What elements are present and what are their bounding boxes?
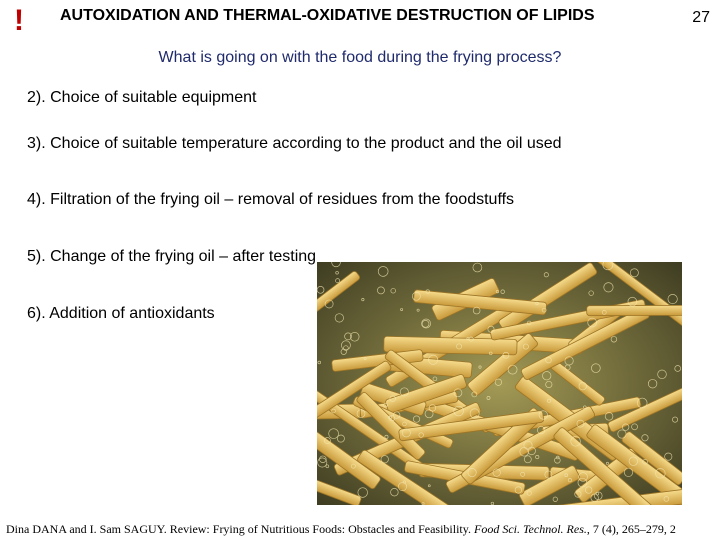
citation-journal: Food Sci. Technol. Res.	[473, 522, 587, 536]
list-item-temperature: 3). Choice of suitable temperature according to the product and the oil used	[27, 135, 562, 152]
page-number: 27	[692, 9, 710, 26]
list-item-equipment: 2). Choice of suitable equipment	[27, 89, 257, 106]
citation-authors: Dina DANA and I. Sam SAGUY. Review: Frying of Nutritious Foods: Obstacles and Feasibility.	[6, 522, 474, 536]
list-item-filtration: 4). Filtration of the frying oil – removal of residues from the foodstuffs	[27, 191, 515, 208]
warning-marker: !	[14, 4, 24, 37]
citation	[6, 522, 718, 536]
fries-illustration	[317, 262, 682, 505]
slide-title: AUTOXIDATION AND THERMAL-OXIDATIVE DESTRUCTION OF LIPIDS	[60, 7, 595, 24]
list-item-oil-change: 5). Change of the frying oil – after testing	[27, 248, 317, 265]
list-item-antioxidants: 6). Addition of antioxidants	[27, 305, 215, 322]
frying-fries-photo	[317, 262, 682, 505]
slide-subtitle: What is going on with the food during the frying process?	[158, 49, 562, 66]
citation-details: , 7 (4), 265–279, 2	[586, 522, 676, 536]
french-fry	[587, 305, 682, 315]
